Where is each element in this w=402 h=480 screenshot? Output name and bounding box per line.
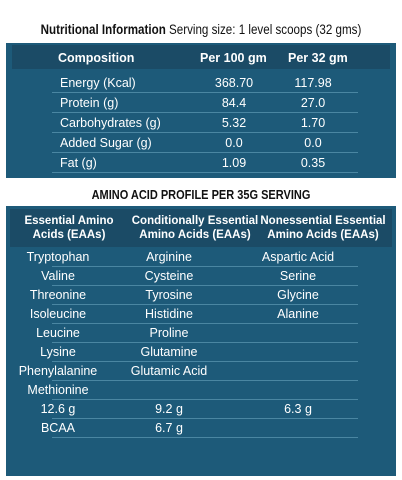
table-row [52,93,358,113]
cell-conditional: 6.7 g [155,421,183,435]
table-row [52,73,358,93]
header-nonessential [254,214,392,242]
header-conditional [128,214,262,242]
header-composition: Composition [58,51,135,65]
cell-conditional: Histidine [145,307,193,321]
header-line: Essential Amino [24,215,114,227]
cell-nonessential: Glycine [277,288,319,302]
cell-conditional: Glutamine [140,345,198,359]
row-name: Energy (Kcal) [60,76,136,90]
amino-title: AMINO ACID PROFILE PER 35G SERVING [91,188,311,202]
cell-essential: 12.6 g [40,402,76,416]
cell-nonessential: 6.3 g [284,402,312,416]
table-row [29,286,358,305]
cell-conditional: Glutamic Acid [130,364,208,378]
amino-header-row [10,209,392,247]
header-line: Acids (EAAs) [32,229,106,241]
table-row [52,113,358,133]
row-per32: 117.98 [294,76,332,90]
table-row [40,343,358,362]
cell-conditional: Tyrosine [145,288,193,302]
cell-conditional: Proline [149,326,189,340]
table-row [52,133,358,153]
cell-nonessential: Aspartic Acid [261,250,335,264]
table-row [18,362,358,381]
header-line: Amino Acids (EAAs) [267,229,379,241]
cell-essential: Valine [41,269,75,283]
row-per32: 0.0 [304,136,322,150]
row-per100: 84.4 [221,96,247,110]
row-per32: 1.70 [300,116,326,130]
row-name: Fat (g) [60,156,97,170]
cell-conditional: 9.2 g [155,402,183,416]
cell-essential: Leucine [36,326,80,340]
cell-conditional: Arginine [146,250,192,264]
header-line: Conditionally Essential [131,215,259,227]
header-line: Nonessential Essential [260,215,386,227]
header-per-100: Per 100 gm [200,51,267,65]
row-per100: 368.70 [214,76,254,90]
nutrition-table [6,43,396,178]
table-row [52,153,358,173]
row-name: Added Sugar (g) [60,136,152,150]
row-name: Carbohydrates (g) [60,116,161,130]
cell-essential: Methionine [27,383,89,397]
table-row [27,381,358,400]
row-per32: 27.0 [300,96,326,110]
row-per32: 0.35 [300,156,326,170]
table-row [41,267,358,286]
table-row [29,305,358,324]
cell-nonessential: Alanine [277,307,319,321]
nutrition-title-bold: Nutritional Information [40,22,166,37]
row-per100: 5.32 [221,116,247,130]
row-per100: 1.09 [221,156,247,170]
cell-nonessential: Serine [279,269,317,283]
table-row [40,400,358,419]
cell-essential: Phenylalanine [18,364,98,378]
cell-essential: BCAA [40,421,76,435]
amino-table [6,206,396,476]
cell-essential: Lysine [40,345,76,359]
cell-essential: Isoleucine [29,307,87,321]
nutrition-title-serving: Serving size: 1 level scoops (32 gms) [165,22,362,37]
nutrition-title [28,22,374,37]
cell-conditional: Cysteine [144,269,194,283]
table-row [36,324,358,343]
header-line: Amino Acids (EAAs) [139,229,251,241]
cell-essential: Threonine [29,288,87,302]
cell-essential: Tryptophan [26,250,90,264]
table-row [26,248,358,267]
row-per100: 0.0 [225,136,243,150]
header-per-32: Per 32 gm [288,51,348,65]
header-essential [10,214,128,242]
table-row [40,419,358,438]
row-name: Protein (g) [60,96,119,110]
nutrition-header-row [12,45,390,69]
